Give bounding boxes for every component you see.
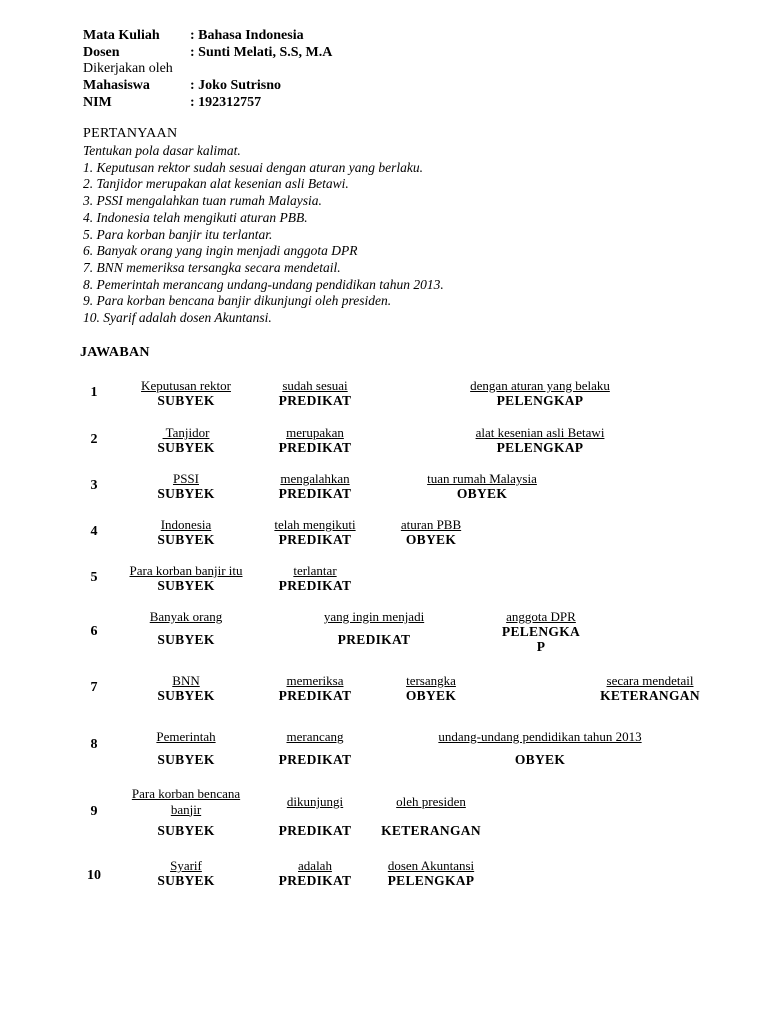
row-number: 2: [90, 432, 98, 447]
role-label: SUBYEK: [157, 873, 215, 888]
phrase-text: undang-undang pendidikan tahun 2013: [438, 729, 642, 744]
answer-cell: [141, 378, 231, 408]
questions-title: PERTANYAAN: [83, 126, 178, 141]
answer-cell: [406, 673, 456, 703]
row-number: 1: [90, 385, 98, 400]
phrase-text: Para korban banjir itu: [129, 563, 243, 578]
answers-title: JAWABAN: [80, 345, 150, 360]
role-label: OBYEK: [514, 752, 566, 767]
answer-cell: [279, 794, 352, 838]
row-number: 6: [90, 624, 98, 639]
role-label: PREDIKAT: [278, 440, 352, 455]
phrase-text: aturan PBB: [400, 517, 462, 532]
phrase-text: Banyak orang: [149, 609, 223, 624]
phrase-text: memeriksa: [286, 673, 344, 688]
role-label: OBYEK: [405, 688, 457, 703]
role-label: PREDIKAT: [278, 532, 352, 547]
role-label: KETERANGAN: [381, 823, 481, 838]
phrase-text: alat kesenian asli Betawi: [475, 425, 605, 440]
role-label: OBYEK: [405, 532, 457, 547]
course-label: Mata Kuliah: [83, 28, 160, 43]
role-label: SUBYEK: [157, 486, 215, 501]
role-label: SUBYEK: [157, 578, 215, 593]
question-item: 9. Para korban bencana banjir dikunjungi oleh presiden.: [83, 293, 392, 309]
phrase-text: dosen Akuntansi: [387, 858, 475, 873]
answer-cell: [121, 786, 251, 838]
question-item: 4. Indonesia telah mengikuti aturan PBB.: [83, 209, 308, 225]
phrase-text: Keputusan rektor: [141, 378, 231, 393]
role-label: SUBYEK: [157, 823, 215, 838]
phrase-text: Indonesia: [160, 517, 212, 532]
phrase-text: yang ingin menjadi: [323, 609, 425, 624]
phrase-text: dengan aturan yang belaku: [470, 378, 610, 393]
phrase-text: PSSI: [172, 471, 200, 486]
student-label: Mahasiswa: [83, 78, 150, 93]
answer-cell: [157, 425, 214, 455]
answer-cell: [388, 858, 475, 888]
role-label: SUBYEK: [157, 440, 215, 455]
nim-value: : 192312757: [190, 95, 262, 110]
phrase-text: Pemerintah: [156, 729, 216, 744]
row-number: 10: [87, 868, 101, 883]
answer-cell: [279, 425, 352, 455]
phrase-text: terlantar: [293, 563, 337, 578]
role-label: SUBYEK: [157, 632, 215, 647]
role-label: PELENGKAP: [496, 440, 584, 455]
role-label: SUBYEK: [157, 688, 215, 703]
answer-cell: [401, 517, 461, 547]
answer-cell: [470, 378, 610, 408]
question-item: 2. Tanjidor merupakan alat kesenian asli Betawi.: [83, 176, 349, 192]
row-number: 5: [90, 570, 98, 585]
phrase-text: merupakan: [286, 425, 344, 440]
question-item: 8. Pemerintah merancang undang-undang pendidikan tahun 2013.: [83, 276, 444, 292]
role-label: PREDIKAT: [278, 688, 352, 703]
course-value: : Bahasa Indonesia: [190, 28, 304, 43]
question-item: 1. Keputusan rektor sudah sesuai dengan aturan yang berlaku.: [83, 159, 423, 175]
answer-cell: [279, 673, 352, 703]
question-item: 7. BNN memeriksa tersangka secara mendetail.: [83, 259, 341, 275]
role-label: PREDIKAT: [278, 823, 352, 838]
role-label: SUBYEK: [157, 393, 215, 408]
phrase-text: adalah: [298, 858, 332, 873]
role-label: PELENGKA P: [501, 624, 581, 654]
answer-cell: [157, 471, 214, 501]
phrase-text: tuan rumah Malaysia: [427, 471, 537, 486]
question-item: 5. Para korban banjir itu terlantar.: [83, 226, 273, 242]
answer-cell: [274, 517, 355, 547]
answer-cell: [157, 858, 214, 888]
lecturer-label: Dosen: [83, 45, 120, 60]
phrase-text: tersangka: [406, 673, 456, 688]
answer-cell: [279, 563, 352, 593]
role-label: PELENGKAP: [496, 393, 584, 408]
role-label: PREDIKAT: [278, 578, 352, 593]
phrase-text: Syarif: [170, 858, 202, 873]
phrase-text: anggota DPR: [506, 609, 576, 624]
phrase-text: Para korban bencana banjir: [131, 786, 241, 817]
answer-cell: [438, 729, 641, 767]
lecturer-value: : Sunti Melati, S.S, M.A: [190, 45, 333, 60]
answer-cell: [600, 673, 700, 703]
answer-cell: [150, 609, 223, 647]
answer-cell: [156, 729, 215, 767]
nim-label: NIM: [83, 95, 112, 110]
answer-cell: [279, 471, 352, 501]
answer-cell: [130, 563, 243, 593]
row-number: 3: [90, 478, 98, 493]
phrase-text: BNN: [172, 673, 200, 688]
row-number: 7: [90, 680, 98, 695]
answer-cell: [476, 425, 605, 455]
row-number: 4: [90, 524, 98, 539]
role-label: PREDIKAT: [337, 632, 411, 647]
question-list: [83, 143, 444, 327]
phrase-text: telah mengikuti: [274, 517, 356, 532]
answer-cell: [324, 609, 424, 647]
answer-cell: [279, 729, 352, 767]
answer-cell: [279, 378, 352, 408]
phrase-text: Tanjidor: [162, 425, 210, 440]
role-label: PREDIKAT: [278, 873, 352, 888]
answer-cell: [157, 673, 214, 703]
role-label: KETERANGAN: [600, 688, 700, 703]
question-item: 6. Banyak orang yang ingin menjadi anggota DPR: [83, 243, 358, 259]
question-item: 10. Syarif adalah dosen Akuntansi.: [83, 310, 272, 326]
phrase-text: merancang: [286, 729, 344, 744]
answer-cell: [497, 609, 585, 654]
role-label: PREDIKAT: [278, 486, 352, 501]
role-label: SUBYEK: [157, 752, 215, 767]
phrase-text: mengalahkan: [280, 471, 350, 486]
answer-cell: [427, 471, 537, 501]
row-number: 8: [90, 737, 98, 752]
phrase-text: dikunjungi: [286, 794, 344, 809]
phrase-text: secara mendetail: [606, 673, 694, 688]
role-label: PREDIKAT: [278, 752, 352, 767]
role-label: PELENGKAP: [387, 873, 475, 888]
answer-cell: [157, 517, 214, 547]
questions-instruction: Tentukan pola dasar kalimat.: [83, 143, 241, 158]
student-value: : Joko Sutrisno: [190, 78, 282, 93]
role-label: OBYEK: [456, 486, 508, 501]
answer-cell: [381, 794, 481, 838]
phrase-text: oleh presiden: [396, 794, 466, 809]
row-number: 9: [90, 804, 98, 819]
phrase-text: sudah sesuai: [282, 378, 348, 393]
done-by-label: Dikerjakan oleh: [83, 61, 173, 76]
role-label: PREDIKAT: [278, 393, 352, 408]
role-label: SUBYEK: [157, 532, 215, 547]
question-item: 3. PSSI mengalahkan tuan rumah Malaysia.: [83, 193, 322, 209]
answer-cell: [279, 858, 352, 888]
